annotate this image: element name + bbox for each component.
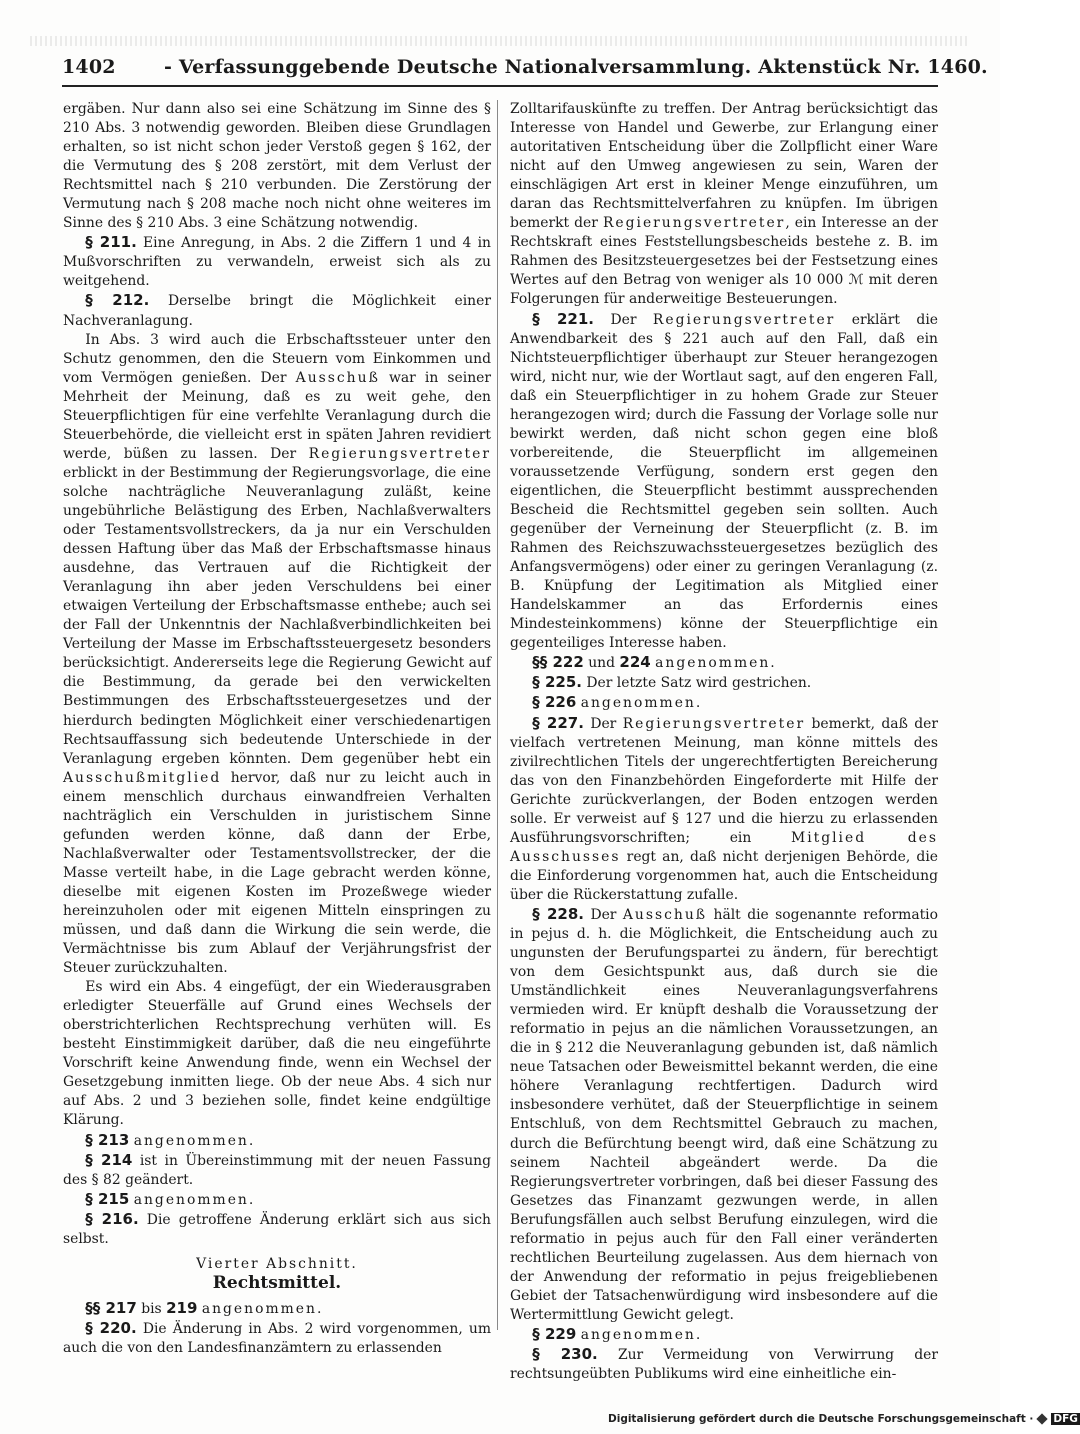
section-text: Derselbe bringt die Möglichkeit einer Nachveranlagung.	[63, 293, 491, 329]
section-label: § 212.	[85, 291, 150, 310]
section-215	[63, 1190, 491, 1210]
section-225	[510, 673, 938, 693]
right-column	[510, 100, 938, 1384]
section-label: § 227.	[532, 713, 584, 732]
paragraph-text: Zolltarifauskünfte zu treffen. Der Antrag berücksichtigt das Interesse von Handel und Gewerbe, zur Erlangung einer autoritativen Entscheidung über die Zollpflicht einer Ware nicht auf den Umweg angewiesen zu sein, Waren der einschlägigen Art erst in kleiner Menge einzuführen, um daran das Rechtsmittelverfahren zu knüpfen. Im übrigen bemerkt der	[510, 101, 938, 232]
section-211	[63, 233, 491, 291]
scan-edge-noise	[30, 36, 970, 46]
spaced-term: Regierungsvertreter	[308, 445, 491, 462]
section-text: Der	[583, 715, 623, 732]
footer-text: Digitalisierung gefördert durch die Deutsche Forschungsgemeinschaft ·	[608, 1413, 1034, 1425]
section-label: § 228.	[532, 904, 584, 923]
page-header	[62, 54, 988, 84]
section-label: 224	[619, 653, 651, 672]
section-text: bis	[136, 1300, 167, 1317]
paragraph	[63, 331, 491, 979]
paragraph-text: In Abs. 3 wird auch die Erbschaftssteuer unter den Schutz genommen, den die Steuern vom Einkommen und vom Vermögen genießen. Der	[63, 331, 491, 386]
section-220	[63, 1319, 491, 1358]
section-label: §§ 222	[532, 653, 584, 672]
paragraph-text: ergäben. Nur dann also sei eine Schätzung im Sinne des § 210 Abs. 3 notwendig geworden. Bleiben diese Grundlagen erhalten, so ist nicht schon jeder Verstoß gegen § 162, der die Vermutung des § 208 zerstört, mit dem Verlust der Rechtsmittel nach § 210 verbunden. Die Zerstörung der Vermutung nach § 208 mache noch nicht ohne weiteres im Sinne des § 210 Abs. 3 eine Schätzung notwendig.	[63, 101, 491, 232]
section-text: bemerkt, daß der vielfach vertretenen Meinung, man könne mittels des zivilrechtlichen Titels der ungerechtfertigten Bereicherung das von den Finanzbehörden Eingeforderte mit Hilfe der Gerichte zurückverlangen, der Boden entzogen werden solle. Er verweist auf § 127 und die hierzu zu erlassenden Ausführungsvorschriften; ein	[510, 715, 938, 846]
section-label: § 213	[85, 1130, 130, 1149]
section-text: Eine Anregung, in Abs. 2 die Ziffern 1 und 4 in Mußvorschriften zu verwandeln, erweist sich als zu weitgehend.	[63, 235, 491, 290]
column-divider	[497, 100, 498, 1330]
section-text: angenommen.	[655, 655, 777, 672]
section-221	[510, 310, 938, 654]
paragraph-text: Es wird ein Abs. 4 eingefügt, der ein Wiederausgraben erledigter Steuerfälle auf Grund eines Wechsels der oberstrichterlichen Rechtsprechung verhüten will. Es besteht Einstimmigkeit darüber, daß die neu eingeführte Vorschrift keine Anwendung finde, wenn ein Wechsel der Gesetzgebung inmitten liege. Ob der neue Abs. 4 sich nur auf Abs. 2 und 3 beziehen solle, findet keine endgültige Klärung.	[63, 979, 491, 1129]
section-213	[63, 1131, 491, 1151]
left-column	[63, 100, 491, 1358]
section-217-219	[63, 1299, 491, 1319]
section-text: angenommen.	[580, 695, 703, 712]
section-228	[510, 905, 938, 1325]
section-label: § 226	[532, 693, 577, 712]
dfg-logo-icon	[1037, 1413, 1048, 1424]
section-text: und	[583, 655, 620, 672]
section-label: § 230.	[532, 1345, 598, 1364]
digitization-footer	[608, 1413, 1078, 1425]
section-title: Vierter Abschnitt.	[196, 1255, 358, 1272]
spaced-term: Regierungsvertreter	[622, 715, 806, 732]
section-text: Zur Vermeidung von Verwirrung der rechtsungeübten Publikums wird eine einheitliche ein-	[510, 1347, 938, 1383]
running-title: - Verfassunggebende Deutsche Nationalversammlung. Aktenstück Nr. 1460.	[164, 56, 988, 78]
section-text: angenommen.	[201, 1300, 324, 1317]
section-216	[63, 1210, 491, 1249]
spaced-term: Regierungsvertreter	[602, 215, 786, 232]
section-230	[510, 1345, 938, 1384]
section-label: § 221.	[532, 309, 595, 328]
section-226	[510, 693, 938, 713]
section-214	[63, 1151, 491, 1190]
section-text: Der	[594, 311, 653, 328]
page-number: 1402	[62, 56, 116, 78]
section-subtitle: Rechtsmittel.	[212, 1272, 342, 1293]
section-text: Der letzte Satz wird gestrichen.	[581, 675, 812, 692]
section-label: 219	[166, 1298, 198, 1317]
paragraph-text: war in seiner Mehrheit der Meinung, daß es zu weit gehe, den Steuerpflichtigen für eine verfehlte Veranlagung durch die Steuerbehörde, die vielleicht erst in späten Jahren revidiert werde, büßen zu lassen. Der	[63, 369, 491, 462]
section-text: angenommen.	[133, 1132, 256, 1149]
header-rule	[62, 85, 938, 87]
section-227	[510, 714, 938, 905]
section-label: § 220.	[85, 1318, 137, 1337]
spaced-term: Regierungsvertreter	[652, 311, 836, 328]
spaced-term: Ausschuß	[295, 369, 380, 386]
section-text: hält die sogenannte reformatio in pejus d. h. die Möglichkeit, die Entscheidung auch zu ungunsten der Berufungspartei zu ändern, für berechtigt von dem Gesichtspunkt aus, daß durch sie die Umständlichkeit eines Neuveranlagungsverfahrens vermieden wird. Er knüpft deshalb die Voraussetzung der reformatio in pejus an die nämlichen Voraussetzungen, an die in § 212 die Neuveranlagung gebunden ist, daß nämlich neue Tatsachen oder Beweismittel bekannt werden, die eine höhere Veranlagung rechtfertigen. Dadurch wird insbesondere verhütet, daß der Steuerpflichtige in seinem Entschluß, von dem Rechtsmittel Gebrauch zu machen, durch die Befürchtung beengt wird, daß eine Schätzung zu seinem Nachteil abgeändert werde. Da die Regierungsvertreter vorbringen, daß bei dieser Fassung des Gesetzes das Finanzamt gezwungen werde, in allen Berufungsfällen auch selbst Berufung einzulegen, wird die reformatio in pejus auch für den Fall einer veränderten rechtlichen Beurteilung zugelassen. Aus dem hiernach von der Anwendung der reformatio in pejus freigebliebenen Gebiet der Tatsachenwürdigung wird insbesondere auf die Wertermittlung Gewicht gelegt.	[510, 906, 938, 1323]
section-212	[63, 291, 491, 330]
paragraph	[63, 978, 491, 1130]
section-229	[510, 1325, 938, 1345]
section-label: § 214	[85, 1150, 133, 1169]
paragraph-text: , ein Interesse an der Rechtskraft eines Feststellungsbescheids bestehe z. B. im Rahmen des Besitzsteuergesetzes bei der Festsetzung eines Wertes auf den Betrag von weniger als 10 000 ℳ mit deren Folgerungen für anderweitige Besteuerungen.	[510, 215, 938, 308]
section-label: § 216.	[85, 1209, 139, 1228]
section-text: regt an, daß nicht derjenigen Behörde, die die Einforderung vorgenommen hat, auch die Entscheidung über die Rückerstattung zufalle.	[510, 848, 938, 903]
section-text: Der	[584, 906, 623, 923]
section-label: § 215	[85, 1189, 130, 1208]
section-label: §§ 217	[85, 1298, 137, 1317]
section-text: erklärt die Anwendbarkeit des § 221 auch auf den Fall, daß ein Nichtsteuerpflichtiger überhaupt zur Steuer herangezogen wird, nicht nur, wie der Wortlaut sagt, auf den engeren Fall, daß ein Steuerpflichtiger in zu hohem Grade zur Steuer herangezogen wird; durch die Fassung der Vorlage solle nur bewirkt werden, daß nicht schon gegen eine bloß vorbereitende, die Steuerpflicht im allgemeinen voraussetzende Verfügung, sondern erst gegen den eigentlichen, die Steuerpflicht bestimmt aussprechenden Bescheid die Rechtsmittel gegeben sein sollten. Auch gegenüber der Verneinung der Steuerpflicht (z. B. im Rahmen des Reichszuwachssteuergesetzes bezüglich des Anfangsvermögens) oder einer zu geringen Veranlagung (z. B. Knüpfung der Legitimation als Mitglied einer Handelskammer an das Erfordernis eines Mindesteinkommens) könne der Steuerpflichtige ein gegenteiliges Interesse haben.	[510, 311, 938, 652]
section-label: § 211.	[85, 233, 137, 252]
section-text: Die getroffene Änderung erklärt sich aus sich selbst.	[63, 1211, 491, 1247]
spaced-term: Ausschußmitglied	[63, 769, 222, 786]
section-text: angenommen.	[580, 1327, 703, 1343]
spaced-term: Mitglied des Ausschusses	[510, 829, 938, 865]
section-222-224	[510, 653, 938, 673]
section-label: § 225.	[532, 673, 582, 692]
paragraph-text: erblickt in der Bestimmung der Regierungsvorlage, die eine solche nachträgliche Neuveranlagung zuläßt, keine ungebührliche Belästigung des Erben, Nachlaßverwalters oder Testamentsvollstreckers, da ja nur ein Verschulden dessen Haftung über das Maß der Erbschaftsmasse hinaus ausdehne, das Vertrauen auf die Richtigkeit der Veranlagung ihn aber jeden Verschuldens bei einer etwaigen Verteilung der Erbschaftsmasse enthebe; auch sei der Fall der Unkenntnis der Nachlaßverbindlichkeiten bei Verteilung der Masse im Erbschaftssteuergesetz besonders berücksichtigt. Andererseits lege die Regierung Gewicht auf die Bestimmung, da gerade bei den verwickelten Bestimmungen des Erbschaftssteuergesetzes und der hierdurch bedingten Möglichkeit einer verschiedenartigen Rechtsauffassung sich bedeutende Unterschiede in der Veranlagung ergeben könnten. Dem gegenüber hebt ein	[63, 464, 492, 767]
dfg-logo-text: DFG	[1053, 1413, 1078, 1425]
paragraph	[63, 100, 491, 233]
section-text: ist in Übereinstimmung mit der neuen Fassung des § 82 geändert.	[63, 1152, 491, 1188]
section-text: angenommen.	[133, 1191, 256, 1208]
section-text: Die Änderung in Abs. 2 wird vorgenommen, um auch die von den Landesfinanzämtern zu erlassenden	[63, 1320, 492, 1356]
section-label: § 229	[532, 1325, 577, 1343]
spaced-term: Ausschuß	[622, 906, 708, 923]
paragraph-text: hervor, daß nur zu leicht auch in einem menschlich durchaus einwandfreien Verhalten nachträglich ein Verschulden in juristischem Sinne gefunden werden könne, daß dann der Erbe, Nachlaßverwalter oder Testamentsvollstrecker, der die Masse verteilt habe, in die Lage gebracht werden könne, dieselbe mit eigenen Kosten im Prozeßwege wieder hereinzuholen oder mit eigenen Mitteln einspringen zu müssen, und daß dann die Wirkung die sein werde, die Vermächtnisse bis zum Ablauf der Verjährungsfrist der Steuer zurückzuhalten.	[63, 769, 491, 977]
paragraph	[510, 100, 938, 310]
